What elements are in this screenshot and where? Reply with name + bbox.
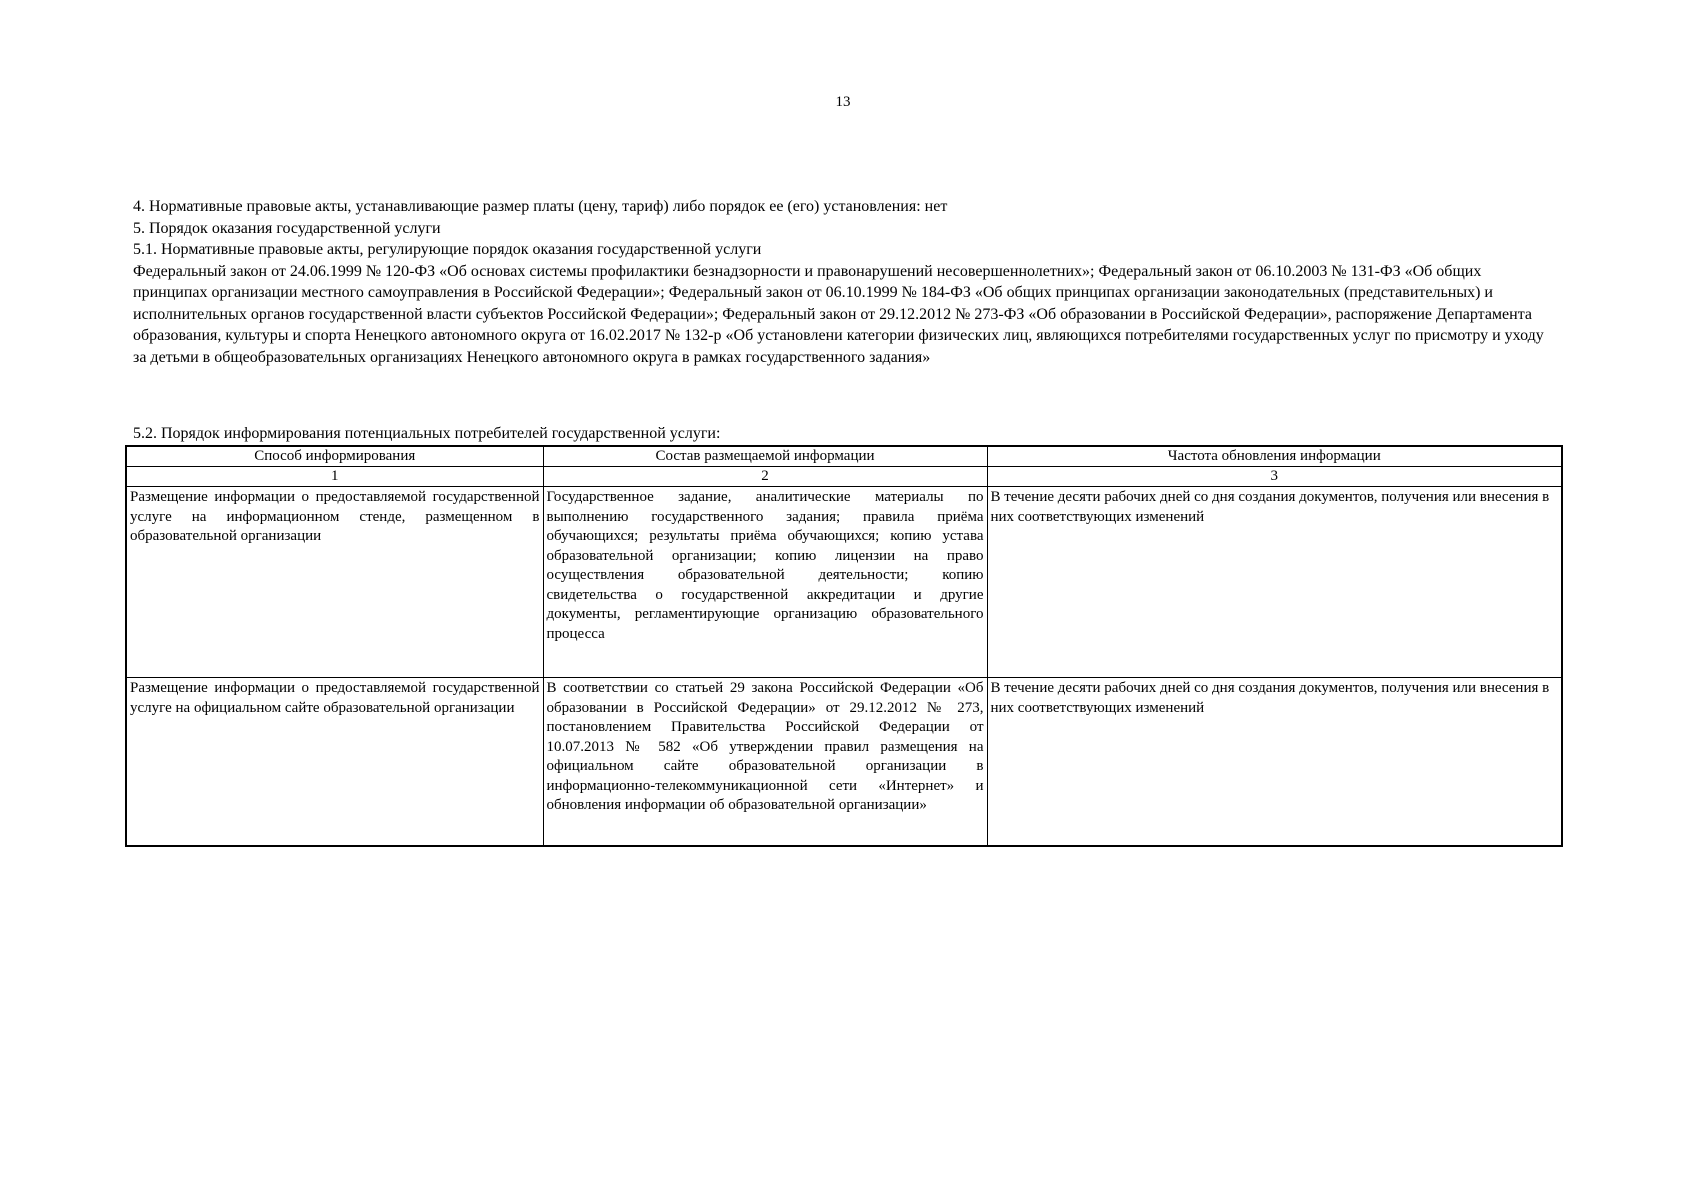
method-cell: Размещение информации о предоставляемой государственной услуге на информационном стенде, размещенном в образовательной организации <box>126 487 543 678</box>
frequency-cell: В течение десяти рабочих дней со дня создания документов, получения или внесения в них соответствующих изменений <box>987 678 1562 847</box>
column-number: 3 <box>987 467 1562 487</box>
paragraph-4: 4. Нормативные правовые акты, устанавливающие размер платы (цену, тариф) либо порядок ее (его) установления: нет <box>133 198 948 215</box>
body-text <box>133 196 1553 368</box>
paragraph-5: 5. Порядок оказания государственной услуги <box>133 219 441 237</box>
paragraph-5-1: 5.1. Нормативные правовые акты, регулирующие порядок оказания государственной услуги <box>133 241 762 258</box>
content-cell: Государственное задание, аналитические материалы по выполнению государственного задания; правила приёма обучающихся; результаты приёма обучающихся; копию устава образовательной организации; копию лицензии на право осуществления образовательной деятельности; копию свидетельства о государственной аккредитации и другие документы, регламентирующие организацию образовательного процесса <box>543 487 987 678</box>
column-number-row <box>126 467 1562 487</box>
method-cell: Размещение информации о предоставляемой государственной услуге на официальном сайте образовательной организации <box>126 678 543 847</box>
content-cell: В соответствии со статьей 29 закона Российской Федерации «Об образовании в Российской Федерации» от 29.12.2012 № 273, постановлением Правительства Российской Федерации от 10.07.2013 № 582 «Об утверждении правил размещения на официальном сайте образовательной организации в информационно-телекоммуникационной сети «Интернет» и обновления информации об образовательной организации» <box>543 678 987 847</box>
column-header-content: Состав размещаемой информации <box>543 446 987 467</box>
frequency-cell: В течение десяти рабочих дней со дня создания документов, получения или внесения в них соответствующих изменений <box>987 487 1562 678</box>
column-number: 2 <box>543 467 987 487</box>
table-row <box>126 678 1562 847</box>
table-header-row <box>126 446 1562 467</box>
column-number: 1 <box>126 467 543 487</box>
page-number: 13 <box>835 94 851 110</box>
laws-paragraph: Федеральный закон от 24.06.1999 № 120-ФЗ «Об основах системы профилактики безнадзорности и правонарушений несовершеннолетних»; Федеральный закон от 06.10.2003 № 131-ФЗ «Об общих принципах организации местного самоуправления в Российской Федерации»; Федеральный закон от 06.10.1999 № 184-ФЗ «Об общих принципах организации законодательных (представительных) и исполнительных органов государственной власти субъектов Российской Федерации»; Федеральный закон от 29.12.2012 № 273-ФЗ «Об образовании в Российской Федерации», распоряжение Департамента образования, культуры и спорта Ненецкого автономного округа от 16.02.2017 № 132-р «Об установлени категории физических лиц, являющихся потребителями государственных услуг по присмотру и уходу за детьми в общеобразовательных организациях Ненецкого автономного округа в рамках государственного задания» <box>133 262 1544 366</box>
column-header-frequency: Частота обновления информации <box>987 446 1562 467</box>
table-row <box>126 487 1562 678</box>
column-header-method: Способ информирования <box>126 446 543 467</box>
section-5-2-heading: 5.2. Порядок информирования потенциальных потребителей государственной услуги: <box>133 425 721 442</box>
information-table <box>125 445 1563 847</box>
